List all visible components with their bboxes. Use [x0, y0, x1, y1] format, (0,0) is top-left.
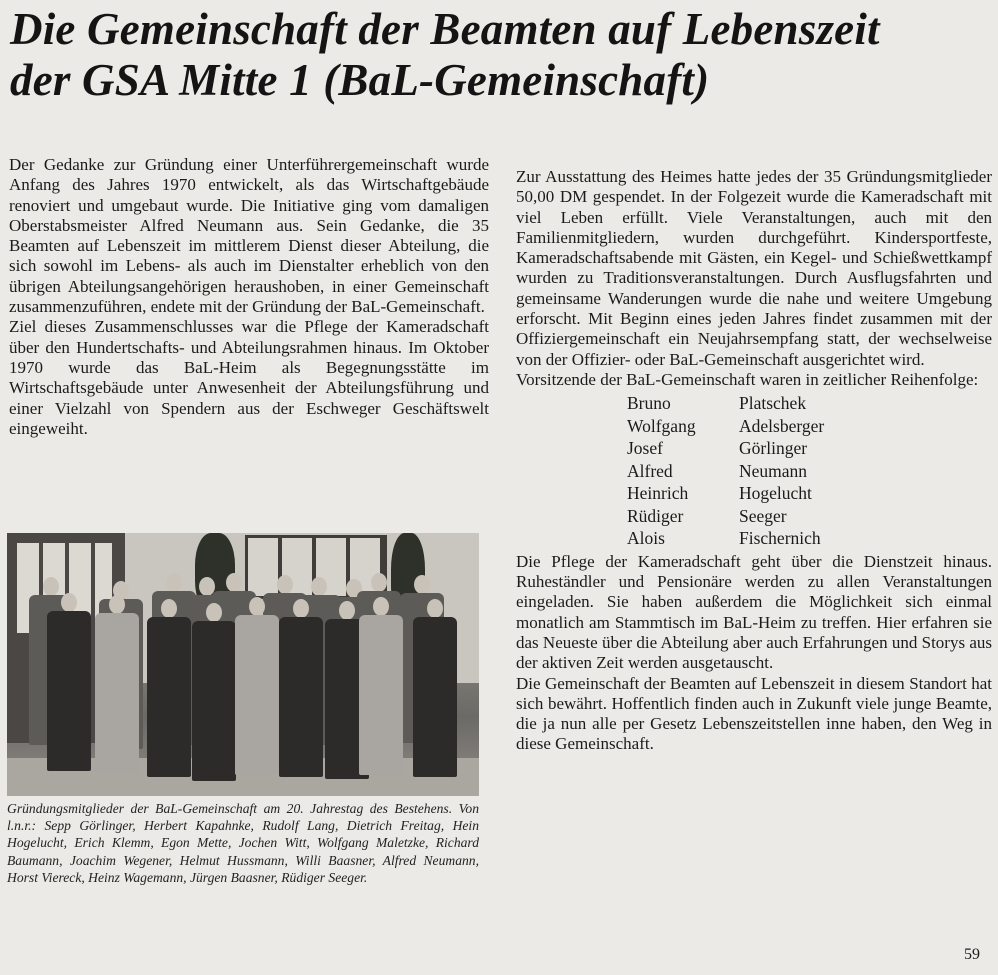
photo-person-body	[359, 615, 403, 775]
right-paragraph-1: Zur Ausstattung des Heimes hatte jedes der 35 Gründungsmitglieder 50,00 DM gespendet. In der Folgezeit wurde die Kameradschaft mit viel Leben erfüllt. Viele Veranstaltungen, auch mit den Familienmitgliedern, wurden durchgeführt. Kindersportfeste, Kameradschaftsabende mit Gästen, ein Kegel- und Schießwettkampf wurden zu Traditionsveranstaltungen. Durch Ausflugsfahrten und gemeinsame Wanderungen wurde die nahe und weitere Umgebung erforscht. Mit Beginn eines jeden Jahres findet zusammen mit der Offiziergemeinschaft ein Neujahrsempfang statt, der wechselweise von der Offizier- oder BaL-Gemeinschaft ausgerichtet wird.	[516, 167, 992, 369]
photo-person-head	[339, 601, 355, 620]
page-number: 59	[964, 946, 980, 963]
photo-person-head	[414, 575, 430, 594]
photo-person-body	[147, 617, 191, 777]
chairman-row	[627, 482, 824, 505]
right-paragraph-3: Die Pflege der Kameradschaft geht über die Dienstzeit hinaus. Ruheständler und Pensionäre werden zu allen Veranstaltungen eingeladen. Sie haben außerdem die Möglichkeit sich einmal monatlich am Stammtisch im BaL-Heim zu treffen. Hier erfahren sie das Neueste über die Abteilung aber auch Erfahrungen und Storys aus der aktiven Zeit werden ausgetauscht.	[516, 551, 992, 673]
chairman-first-name: Alfred	[627, 460, 673, 481]
photo-person-head	[249, 597, 265, 616]
photo-person-body	[192, 621, 236, 781]
photo-person-head	[206, 603, 222, 622]
caption-text: Gründungsmitglieder der BaL-Gemeinschaft am 20. Jahrestag des Bestehens. Von l.n.r.: Sepp Görlinger, Herbert Kapahnke, Rudolf Lang, Dietrich Freitag, Hein Hogelucht, Erich Klemm, Egon Mette, Jochen Witt, Wolfgang Maletzke, Richard Baumann, Joachim Wegener, Helmut Hussmann, Willi Baasner, Alfred Neumann, Horst Viereck, Heinz Wagemann, Jürgen Baasner, Rüdiger Seeger.	[7, 801, 479, 885]
chairman-last-name: Fischernich	[739, 528, 821, 549]
chairman-row	[627, 437, 824, 460]
right-column	[516, 167, 992, 755]
left-column	[9, 155, 489, 439]
title-line-1: Die Gemeinschaft der Beamten auf Lebenszeit	[10, 4, 880, 54]
chairman-last-name: Adelsberger	[739, 415, 825, 436]
photo-person-head	[293, 599, 309, 618]
chairman-row	[627, 415, 824, 438]
right-paragraph-2: Vorsitzende der BaL-Gemeinschaft waren in zeitlicher Reihenfolge:	[516, 369, 979, 389]
photo-person-head	[427, 599, 443, 618]
photo-person-head	[43, 577, 59, 596]
photo-person-head	[61, 593, 77, 612]
chairman-row	[627, 460, 824, 483]
chairman-first-name: Alois	[627, 528, 665, 549]
photo-caption	[7, 800, 479, 886]
left-paragraph-1: Der Gedanke zur Gründung einer Unterführergemeinschaft wurde Anfang des Jahres 1970 entwickelt, als das Wirtschaftgebäude renoviert und umgebaut wurde. Die Initiative ging vom damaligen Oberstabsmeister Alfred Neumann aus. Sein Gedanke, die 35 Beamten auf Lebenszeit im mittlerem Dienst dieser Abteilung, die sich sowohl im Lebens- als auch im Dienstalter erheblich von den übrigen Abteilungsangehörigen heraushoben, in einer Gemeinschaft zusammenzuführen, endete mit der Gründung der BaL-Gemeinschaft.	[9, 155, 489, 317]
chairman-first-name: Wolfgang	[627, 415, 696, 436]
photo-person-head	[277, 575, 293, 594]
chairman-last-name: Seeger	[739, 505, 787, 526]
chairman-first-name: Heinrich	[627, 483, 689, 504]
left-paragraph-2: Ziel dieses Zusammenschlusses war die Pflege der Kameradschaft über den Hundertschafts- und Abteilungsrahmen hinaus. Im Oktober 1970 wurde das BaL-Heim als Begegnungsstätte im Wirtschaftsgebäude unter Anwesenheit der Abteilungsführung und einer Vielzahl von Spendern aus der Eschweger Geschäftswelt eingeweiht.	[9, 317, 489, 438]
photo-person-head	[373, 597, 389, 616]
photo-person-body	[235, 615, 279, 775]
photo-person-body	[279, 617, 323, 777]
chairman-last-name: Platschek	[739, 393, 807, 414]
chairman-first-name: Josef	[627, 438, 663, 459]
chairman-first-name: Bruno	[627, 393, 671, 414]
photo-person-head	[311, 577, 327, 596]
photo-person-head	[226, 573, 242, 592]
chairman-row	[627, 527, 824, 550]
photo-person-head	[161, 599, 177, 618]
title-line-2: der GSA Mitte 1 (BaL-Gemeinschaft)	[10, 55, 710, 105]
photo-person-head	[109, 595, 125, 614]
photo-person-body	[413, 617, 457, 777]
photo-person-head	[371, 573, 387, 592]
right-paragraph-4: Die Gemeinschaft der Beamten auf Lebenszeit in diesem Standort hat sich bewährt. Hoffentlich finden auch in Zukunft viele junge Beamte, die ja nun alle per Gesetz Lebenszeitstellen inne haben, den Weg in diese Gemeinschaft.	[516, 673, 992, 754]
page-title	[10, 4, 990, 106]
photo-person-head	[166, 573, 182, 592]
chairman-row	[627, 392, 824, 415]
photo-person-body	[47, 611, 91, 771]
chairman-row	[627, 505, 824, 528]
chairman-last-name: Hogelucht	[739, 483, 812, 504]
chairman-last-name: Neumann	[739, 460, 808, 481]
photo-person-body	[95, 613, 139, 773]
chairman-last-name: Görlinger	[739, 438, 808, 459]
chairmen-list	[627, 392, 824, 550]
chairman-first-name: Rüdiger	[627, 505, 684, 526]
group-photo	[7, 533, 479, 796]
